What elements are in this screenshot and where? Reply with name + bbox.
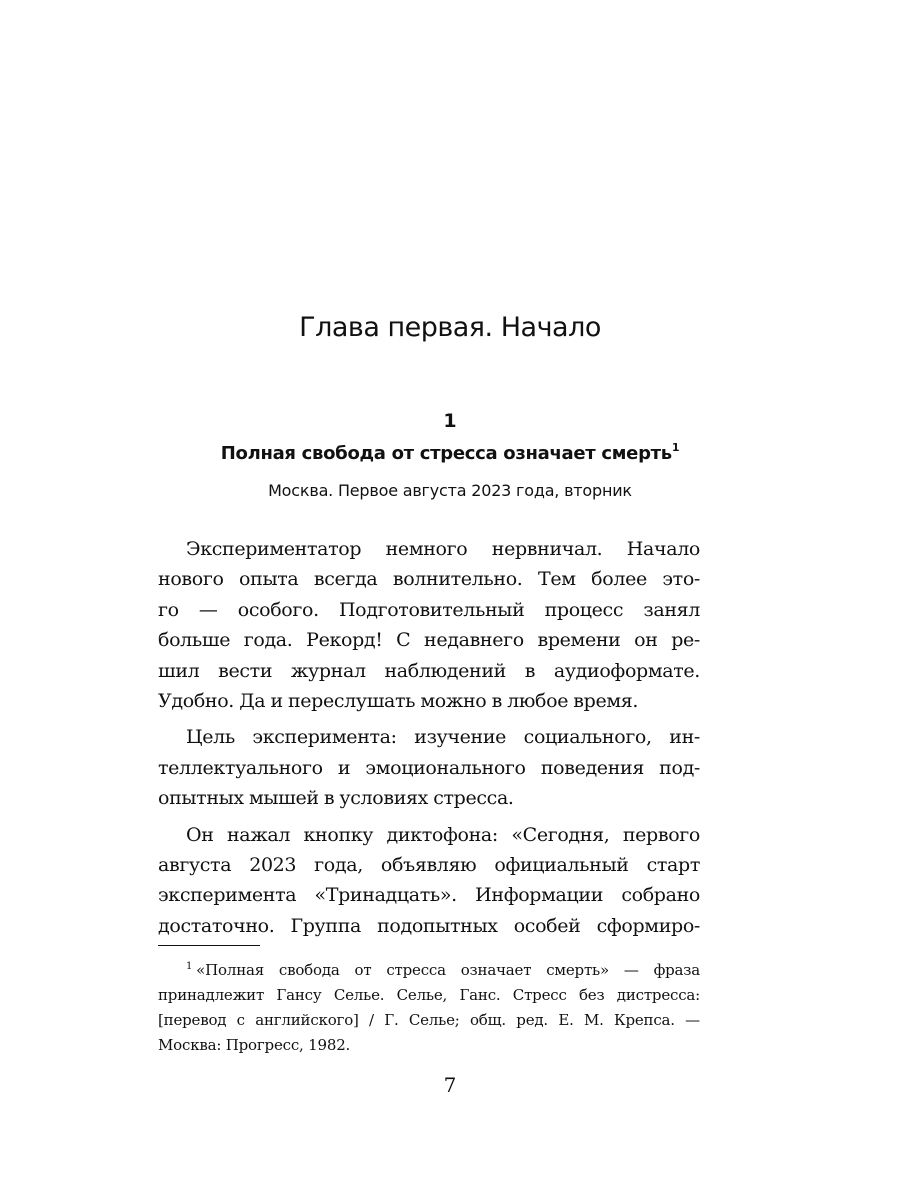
page-number: 7 [443, 1073, 457, 1097]
footnote-line: Москва: Прогресс, 1982. [158, 1036, 351, 1054]
footnote-line [158, 958, 700, 983]
paragraph-line: Цель эксперимента: изучение социального, ин- [186, 726, 700, 749]
paragraph-line: августа 2023 года, объявляю официальный старт [158, 853, 700, 876]
paragraph-line: Экспериментатор немного нервничал. Начало [186, 538, 700, 560]
paragraph-line: шил вести журнал наблюдений в аудиоформате. [158, 659, 700, 682]
footnote-divider [158, 945, 260, 946]
paragraph-line: Он нажал кнопку диктофона: «Сегодня, первого [186, 823, 700, 846]
section-number: 1 [443, 410, 457, 432]
footnote-marker: 1 [186, 961, 193, 972]
paragraph-line: Удобно. Да и переслушать можно в любое время. [158, 689, 639, 712]
section-title-text: Полная свобода от стресса означает смерть [220, 443, 672, 464]
footnote-line: [перевод с английского] / Г. Селье; общ. ред. Е. М. Крепса. — [158, 1011, 700, 1029]
paragraph-line: го — особого. Подготовительный процесс занял [158, 598, 700, 621]
chapter-title: Глава первая. Начало [299, 312, 601, 343]
body-text [158, 534, 700, 941]
footnote-line-text: «Полная свобода от стресса означает смерть» — фраза [196, 961, 700, 979]
dateline: Москва. Первое августа 2023 года, вторник [268, 481, 632, 500]
paragraph-line: достаточно. Группа подопытных особей сформиро- [158, 914, 700, 937]
footnote-line: принадлежит Гансу Селье. Селье, Ганс. Стресс без дистресса: [158, 986, 700, 1004]
footnote [158, 958, 700, 1058]
paragraph-line: эксперимента «Тринадцать». Информации собрано [158, 884, 700, 907]
paragraph-line: больше года. Рекорд! С недавнего времени он ре- [158, 629, 700, 652]
section-title [0, 443, 900, 464]
paragraph-line: опытных мышей в условиях стресса. [158, 787, 514, 810]
paragraph-line: нового опыта всегда волнительно. Тем более это- [158, 568, 700, 591]
footnote-reference[interactable]: 1 [671, 441, 680, 454]
paragraph-line: теллектуального и эмоционального поведения под- [158, 756, 700, 779]
